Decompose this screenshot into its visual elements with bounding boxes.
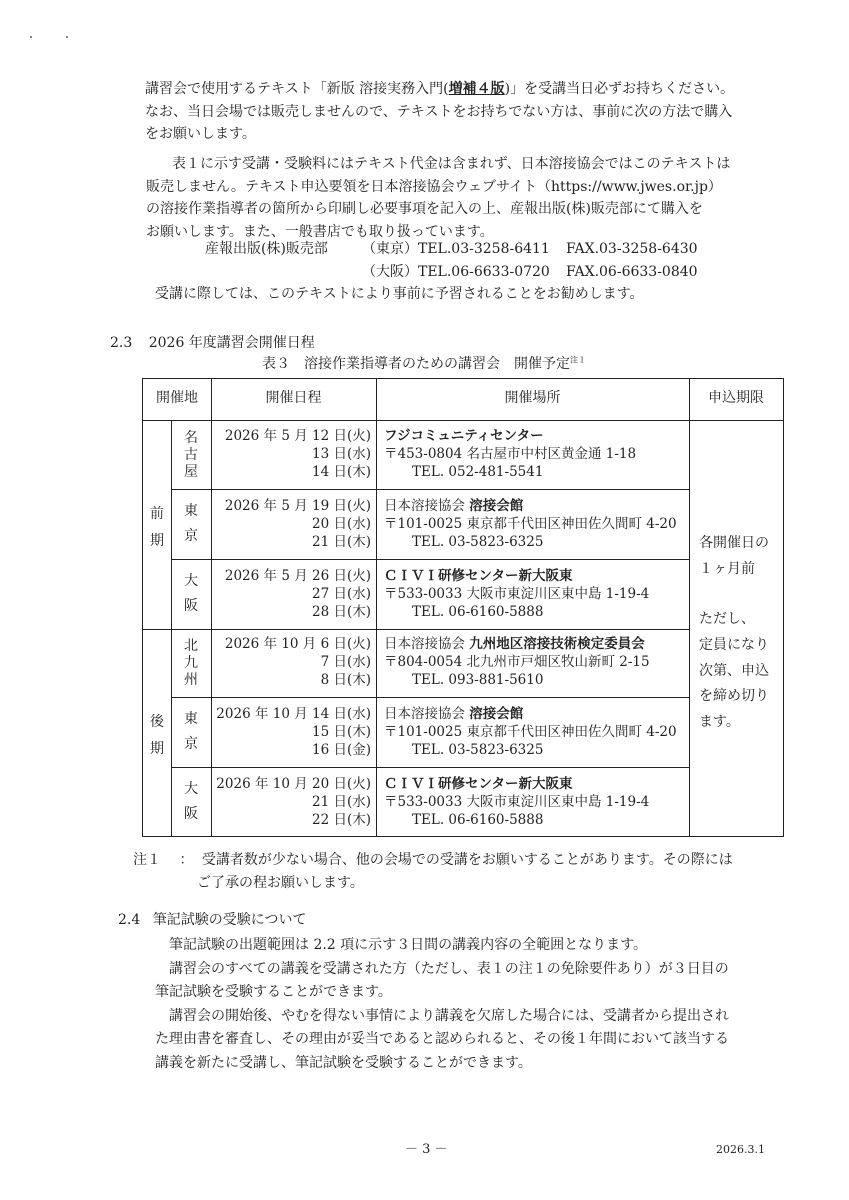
- note-label: 注１: [133, 852, 161, 868]
- date-day2: 20 日(水): [311, 515, 371, 532]
- intro-text: 講習会で使用するテキスト「新版 溶接実務入門(: [145, 81, 449, 97]
- footer-date: 2026.3.1: [716, 1143, 765, 1156]
- section-number: 2.3: [110, 335, 133, 351]
- venue-name: 溶接会館: [469, 498, 524, 514]
- body-text: 講習会のすべての講義を受講された方（ただし、表１の注１の免除要件あり）が３日目の: [169, 960, 729, 977]
- dates-cell: [211, 636, 371, 689]
- page-number: － 3 －: [405, 1142, 448, 1157]
- city-cell: [171, 499, 211, 549]
- venue-cell: [384, 498, 677, 551]
- date-day2: 21 日(水): [311, 793, 371, 810]
- deadline-line: ます。: [699, 714, 740, 731]
- deadline-line: 各開催日の: [699, 535, 769, 551]
- scan-speck: [66, 36, 68, 38]
- venue-name: ＣＩＶＩ研修センター新大阪東: [384, 568, 573, 584]
- city-cell: [171, 777, 211, 827]
- city-cell: [171, 569, 211, 619]
- venue-tel: TEL. 03-5823-6325: [412, 741, 544, 758]
- venue-address: 東京都千代田区神田佐久間町 4-20: [466, 515, 677, 532]
- intro-text: 表１に示す受講・受験料にはテキスト代金は含まれず、日本溶接協会ではこのテキストは: [172, 156, 731, 172]
- intro-text: をお願いします。: [145, 126, 256, 143]
- note-text: ご了承の程お願いします。: [197, 875, 364, 892]
- seller-name: 産報出版(株)販売部: [205, 241, 328, 257]
- section-2-4-heading: [118, 909, 306, 931]
- date-day1: 2026 年 10 月 14 日(水): [216, 706, 371, 722]
- date-day1: 2026 年 10 月 6 日(火): [224, 636, 371, 652]
- osaka-tel: TEL.06-6633-0720: [418, 264, 550, 280]
- city-label: 東京: [184, 711, 198, 753]
- table-note: [133, 849, 733, 895]
- city-label: 北九州: [184, 638, 198, 688]
- section-2-4-body: [155, 934, 775, 1075]
- date-day3: 28 日(木): [311, 603, 371, 620]
- venue-cell: [384, 776, 649, 829]
- note-separator: ：: [179, 852, 194, 868]
- tokyo-fax: FAX.03-3258-6430: [566, 241, 698, 257]
- intro-text: なお、当日会場では販売しませんので、テキストをお持ちでない方は、事前に次の方法で購入: [145, 103, 733, 120]
- date-day1: 2026 年 10 月 20 日(火): [216, 776, 371, 792]
- venue-org: 日本溶接協会: [384, 498, 470, 514]
- date-day2: 27 日(水): [311, 585, 371, 602]
- scan-speck: [30, 36, 32, 38]
- osaka-fax: FAX.06-6633-0840: [566, 264, 698, 280]
- deadline-line: 次第、申込: [699, 662, 769, 679]
- venue-postal: 〒101-0025: [384, 515, 463, 532]
- header-venue: 開催場所: [504, 390, 561, 406]
- period-first-half: [143, 501, 171, 554]
- dates-cell: [211, 706, 371, 759]
- city-label: 東京: [184, 503, 198, 545]
- table-divider: [689, 379, 690, 836]
- deadline-cell: [699, 531, 769, 736]
- venue-postal: 〒804-0054: [384, 653, 463, 670]
- deadline-line: [699, 583, 769, 607]
- venue-name: ＣＩＶＩ研修センター新大阪東: [384, 776, 573, 792]
- table-divider: [171, 559, 689, 560]
- tokyo-tel: TEL.03-3258-6411: [418, 241, 550, 257]
- intro-paragraph-3: 受講に際しては、このテキストにより事前に予習されることをお勧めします。: [155, 286, 644, 302]
- venue-tel: TEL. 03-5823-6325: [412, 533, 544, 550]
- header-deadline: 申込期限: [708, 390, 764, 406]
- intro-paragraph-1: [145, 78, 775, 146]
- table-divider: [171, 697, 689, 698]
- venue-name: 溶接会館: [469, 706, 524, 722]
- city-cell: [171, 638, 211, 688]
- venue-address: 名古屋市中村区黄金通 1-18: [466, 445, 637, 462]
- venue-tel: TEL. 052-481-5541: [412, 463, 544, 480]
- venue-tel: TEL. 06-6160-5888: [412, 603, 544, 620]
- schedule-table: [142, 378, 784, 837]
- intro-text: の溶接作業指導者の箇所から印刷し必要事項を記入の上、産報出版(株)販売部にて購入を: [146, 201, 703, 218]
- intro-text: お願いします。また、一般書店でも取り扱っています。: [146, 224, 494, 241]
- table-divider: [143, 629, 689, 630]
- venue-name: 九州地区溶接技術検定委員会: [469, 636, 645, 652]
- venue-postal: 〒453-0804: [384, 445, 463, 462]
- venue-cell: [384, 706, 677, 759]
- venue-postal: 〒101-0025: [384, 723, 463, 740]
- venue-address: 北九州市戸畑区牧山新町 2-15: [466, 653, 650, 670]
- period-second-half: [143, 709, 171, 762]
- caption-text: 表３ 溶接作業指導者のための講習会 開催予定: [262, 356, 570, 372]
- venue-address: 大阪市東淀川区東中島 1-19-4: [466, 585, 650, 602]
- date-day3: 21 日(木): [311, 533, 371, 550]
- table-divider: [171, 767, 689, 768]
- venue-tel: TEL. 06-6160-5888: [412, 811, 544, 828]
- date-day3: 8 日(木): [320, 671, 371, 688]
- venue-cell: [384, 568, 649, 621]
- deadline-line: １ヶ月前: [699, 560, 755, 577]
- tokyo-label: （東京）: [362, 241, 418, 257]
- venue-cell: [384, 428, 636, 481]
- venue-org: 日本溶接協会: [384, 636, 470, 652]
- section-title: 筆記試験の受験について: [152, 912, 307, 928]
- section-number: 2.4: [118, 912, 141, 928]
- venue-address: 東京都千代田区神田佐久間町 4-20: [466, 723, 677, 740]
- city-label: 名古屋: [184, 430, 198, 480]
- text-edition: 増補４版: [448, 81, 505, 97]
- table-divider: [171, 420, 172, 836]
- intro-text: )」を受講当日必ずお持ちください。: [504, 81, 735, 97]
- date-day2: 15 日(木): [311, 723, 371, 740]
- date-day3: 14 日(木): [311, 463, 371, 480]
- body-text: 講習会の開始後、やむを得ない事情により講義を欠席した場合には、受講者から提出され: [169, 1007, 729, 1024]
- venue-tel: TEL. 093-881-5610: [412, 671, 544, 688]
- date-day2: 7 日(水): [320, 653, 371, 670]
- header-schedule: 開催日程: [265, 390, 322, 406]
- date-day2: 13 日(水): [311, 445, 371, 462]
- intro-text: 販売しません。テキスト申込要領を日本溶接協会ウェブサイト（https://www.jwes.or.jp）: [146, 178, 722, 195]
- osaka-label: （大阪）: [362, 264, 418, 280]
- date-day1: 2026 年 5 月 19 日(火): [224, 498, 371, 514]
- venue-org: 日本溶接協会: [384, 706, 470, 722]
- date-day1: 2026 年 5 月 26 日(火): [224, 568, 371, 584]
- deadline-line: を締め切り: [699, 688, 769, 705]
- city-label: 大阪: [184, 573, 198, 615]
- venue-postal: 〒533-0033: [384, 793, 463, 810]
- body-text: 講義を新たに受講し、筆記試験を受験することができます。: [155, 1054, 532, 1071]
- venue-postal: 〒533-0033: [384, 585, 463, 602]
- caption-note-ref: 注１: [570, 355, 586, 365]
- deadline-line: ただし、: [699, 610, 755, 627]
- city-cell: [171, 430, 211, 480]
- venue-name: フジコミュニティセンター: [384, 428, 544, 444]
- section-title: 2026 年度講習会開催日程: [148, 335, 315, 351]
- body-text: た理由書を審査し、その理由が妥当であると認められると、その後１年間において該当する: [155, 1031, 729, 1048]
- period-label: 前期: [150, 506, 164, 549]
- venue-cell: [384, 636, 650, 689]
- table-divider: [143, 420, 783, 421]
- note-text: 受講者数が少ない場合、他の会場での受講をお願いすることがあります。その際には: [201, 852, 733, 868]
- dates-cell: [211, 568, 371, 621]
- header-location: 開催地: [156, 390, 198, 406]
- dates-cell: [211, 428, 371, 481]
- intro-paragraph-2: [146, 153, 772, 244]
- dates-cell: [211, 776, 371, 829]
- deadline-line: 定員になり: [699, 636, 769, 653]
- table-divider: [171, 489, 689, 490]
- date-day1: 2026 年 5 月 12 日(火): [224, 428, 371, 444]
- table-caption: [262, 353, 586, 375]
- section-2-3-heading: [110, 332, 315, 354]
- city-cell: [171, 707, 211, 757]
- body-text: 筆記試験を受験することができます。: [155, 984, 392, 1001]
- date-day3: 22 日(木): [311, 811, 371, 828]
- venue-address: 大阪市東淀川区東中島 1-19-4: [466, 793, 650, 810]
- period-label: 後期: [150, 714, 164, 757]
- city-label: 大阪: [184, 781, 198, 823]
- date-day3: 16 日(金): [311, 741, 371, 758]
- dates-cell: [211, 498, 371, 551]
- body-text: 筆記試験の出題範囲は 2.2 項に示す３日間の講義内容の全範囲となります。: [169, 937, 648, 953]
